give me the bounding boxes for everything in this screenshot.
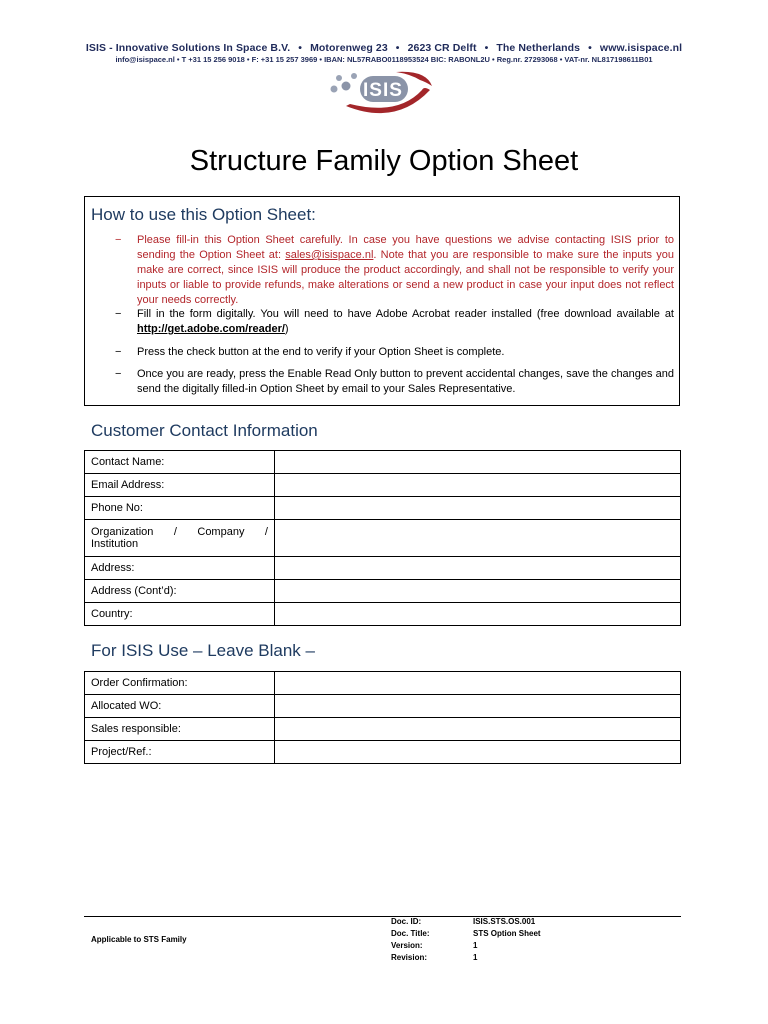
table-row [85, 451, 681, 474]
doc-id-label: Doc. ID: [391, 917, 422, 926]
table-row [85, 741, 681, 764]
address-label: Address: [85, 557, 275, 580]
order-confirmation-field[interactable] [275, 672, 681, 695]
table-row [85, 580, 681, 603]
table-row [85, 603, 681, 626]
sales-email-link[interactable]: sales@isispace.nl [285, 249, 374, 261]
footer-row [391, 928, 541, 940]
table-row [85, 672, 681, 695]
footer-doc-info [391, 916, 541, 964]
company-country: The Netherlands [496, 42, 581, 54]
adobe-reader-link[interactable]: http://get.adobe.com/reader/ [137, 323, 285, 335]
contact-name-field[interactable] [275, 451, 681, 474]
dash-bullet: − [115, 234, 122, 246]
instructions-heading: How to use this Option Sheet: [91, 205, 316, 224]
company-city: 2623 CR Delft [407, 42, 477, 54]
version-value: 1 [473, 941, 478, 950]
revision-value: 1 [473, 953, 478, 962]
footer-applicable: Applicable to STS Family [91, 935, 187, 944]
company-contact-line: info@isispace.nl • T +31 15 256 9018 • F: +31 15 257 3969 • IBAN: NL57RABO0118953524 BIC: RABONL2U • Reg.nr. 27293068 • VAT-nr. NL817198611B01 [115, 55, 653, 64]
company-name: ISIS - Innovative Solutions In Space B.V. [85, 42, 291, 54]
doc-id-value: ISIS.STS.OS.001 [473, 917, 536, 926]
organization-field[interactable] [275, 520, 681, 557]
footer-row [391, 952, 541, 964]
contact-name-label: Contact Name: [85, 451, 275, 474]
company-address-line: ISIS - Innovative Solutions In Space B.V. • Motorenweg 23 • 2623 CR Delft • The Netherlands • www.isispace.nl [85, 42, 683, 54]
company-street: Motorenweg 23 [310, 42, 388, 54]
country-field[interactable] [275, 603, 681, 626]
instruction-item: − Once you are ready, press the Enable Read Only button to prevent accidental changes, save the changes and send the digitally filled-in Option Sheet by email to your Sales Representative. [115, 368, 674, 395]
footer-divider [84, 916, 681, 917]
doc-title-value: STS Option Sheet [473, 929, 541, 938]
dash-bullet: − [115, 308, 122, 320]
table-row [85, 520, 681, 557]
dash-bullet: − [115, 368, 122, 380]
instruction-item: − Please fill-in this Option Sheet carefully. In case you have questions we advise contacting ISIS prior to sending the Option Sheet at: sales@isispace.nl. Note that you are responsible to make sure the inputs you make are correct, since ISIS will produce the product accordingly, and shall not be responsible to verify your inputs or liable to provide refunds, make alterations or send a new product in case your input does not reflect your needs correctly. [115, 234, 674, 306]
isis-use-heading: For ISIS Use – Leave Blank – [91, 641, 315, 660]
table-row [85, 557, 681, 580]
instruction-item: − Fill in the form digitally. You will need to have Adobe Acrobat reader installed (free download available at http://get.adobe.com/reader/) [115, 308, 674, 335]
logo-dot [342, 82, 351, 91]
sales-responsible-field[interactable] [275, 718, 681, 741]
project-ref-field[interactable] [275, 741, 681, 764]
email-field[interactable] [275, 474, 681, 497]
country-label: Country: [85, 603, 275, 626]
project-ref-label: Project/Ref.: [85, 741, 275, 764]
address-field[interactable] [275, 557, 681, 580]
isis-use-table [84, 671, 681, 764]
logo-text: ISIS [363, 80, 403, 101]
table-row [85, 474, 681, 497]
address-cont-label: Address (Cont’d): [85, 580, 275, 603]
logo-dot [331, 86, 338, 93]
sales-responsible-label: Sales responsible: [85, 718, 275, 741]
table-row [85, 497, 681, 520]
phone-label: Phone No: [85, 497, 275, 520]
instruction-item: − Press the check button at the end to verify if your Option Sheet is complete. [115, 346, 505, 358]
phone-field[interactable] [275, 497, 681, 520]
page-title: Structure Family Option Sheet [189, 145, 579, 177]
doc-title-label: Doc. Title: [391, 929, 430, 938]
logo-dot [336, 75, 342, 81]
customer-contact-table [84, 450, 681, 626]
instructions-box [84, 196, 680, 406]
version-label: Version: [391, 941, 423, 950]
footer-row [391, 916, 541, 928]
logo-dot [351, 73, 357, 79]
customer-contact-heading: Customer Contact Information [91, 421, 318, 440]
allocated-wo-label: Allocated WO: [85, 695, 275, 718]
footer-row [391, 940, 541, 952]
address-cont-field[interactable] [275, 580, 681, 603]
table-row [85, 695, 681, 718]
email-label: Email Address: [85, 474, 275, 497]
dash-bullet: − [115, 346, 122, 358]
organization-label: Organization / Company / Institution [85, 520, 275, 557]
revision-label: Revision: [391, 953, 428, 962]
allocated-wo-field[interactable] [275, 695, 681, 718]
order-confirmation-label: Order Confirmation: [85, 672, 275, 695]
company-website: www.isispace.nl [599, 42, 683, 54]
table-row [85, 718, 681, 741]
